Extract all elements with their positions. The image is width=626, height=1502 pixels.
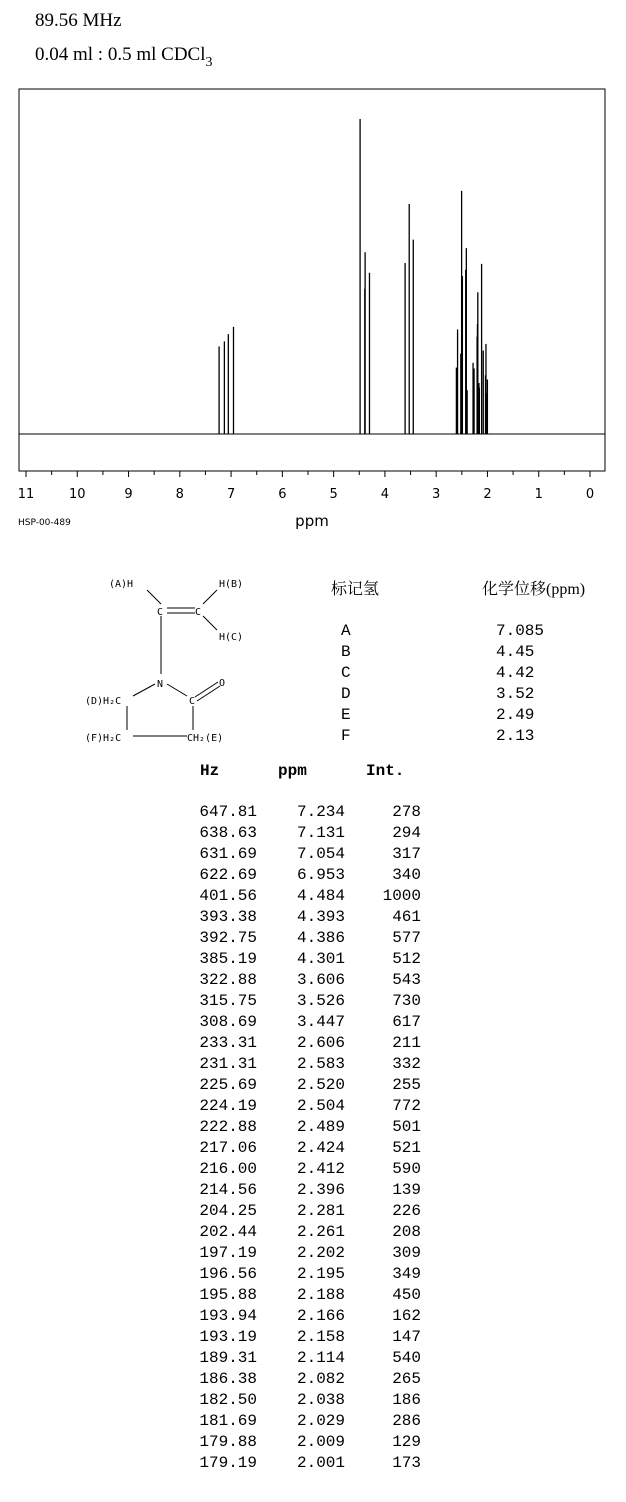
peak-ppm: 2.009 bbox=[296, 1433, 345, 1451]
peak-hz: 393.38 bbox=[199, 908, 257, 926]
peak-int: 772 bbox=[392, 1097, 421, 1115]
assignment-shift: 4.42 bbox=[496, 664, 535, 682]
peak-ppm: 2.038 bbox=[296, 1391, 345, 1409]
assignment-label: A bbox=[341, 622, 351, 640]
assignment-label: E bbox=[341, 706, 351, 724]
peak-int: 278 bbox=[392, 803, 421, 821]
x-axis-ticks bbox=[18, 471, 594, 502]
peak-hz: 392.75 bbox=[199, 929, 257, 947]
solvent-text: 0.04 ml : 0.5 ml CDCl bbox=[35, 44, 206, 65]
x-tick-label: 8 bbox=[175, 487, 184, 502]
peak-hz: 224.19 bbox=[199, 1097, 257, 1115]
peak-int: 521 bbox=[392, 1139, 421, 1157]
peak-ppm: 7.131 bbox=[296, 824, 345, 842]
peak-ppm: 3.526 bbox=[296, 992, 345, 1010]
peak-hz: 308.69 bbox=[199, 1013, 257, 1031]
atom-label: H(B) bbox=[219, 579, 244, 590]
peak-hz: 322.88 bbox=[199, 971, 257, 989]
x-axis-label: ppm bbox=[295, 512, 329, 530]
atom-label: N bbox=[157, 679, 164, 690]
plot-frame bbox=[19, 89, 605, 471]
peak-int: 255 bbox=[392, 1076, 421, 1094]
peak-hz: 631.69 bbox=[199, 845, 257, 863]
peak-int: 540 bbox=[392, 1349, 421, 1367]
atom-label: (D)H₂C bbox=[85, 696, 122, 707]
x-tick-label: 10 bbox=[68, 487, 86, 502]
bond bbox=[203, 616, 217, 630]
peak-hz: 233.31 bbox=[199, 1034, 257, 1052]
assignment-label: C bbox=[341, 664, 351, 682]
peak-ppm: 2.029 bbox=[296, 1412, 345, 1430]
peak-int: 294 bbox=[392, 824, 421, 842]
x-tick-label: 5 bbox=[329, 487, 338, 502]
peak-ppm: 2.396 bbox=[296, 1181, 345, 1199]
peak-int: 226 bbox=[392, 1202, 421, 1220]
col-header-hz: Hz bbox=[200, 762, 220, 780]
assignment-shift: 2.13 bbox=[496, 727, 535, 745]
peak-hz: 401.56 bbox=[199, 887, 257, 905]
col-header-int: Int. bbox=[366, 762, 405, 780]
spectrometer-frequency: 89.56 MHz bbox=[35, 10, 122, 31]
peak-hz: 216.00 bbox=[199, 1160, 257, 1178]
assignment-shift: 3.52 bbox=[496, 685, 535, 703]
peak-ppm: 3.606 bbox=[296, 971, 345, 989]
assignment-label: F bbox=[341, 727, 351, 745]
x-tick-label: 9 bbox=[124, 487, 133, 502]
x-tick-label: 1 bbox=[534, 487, 543, 502]
peak-ppm: 4.393 bbox=[296, 908, 345, 926]
bond bbox=[167, 684, 187, 696]
peak-hz: 202.44 bbox=[199, 1223, 257, 1241]
peak-hz: 222.88 bbox=[199, 1118, 257, 1136]
atom-label: (A)H bbox=[109, 579, 134, 590]
peak-int: 186 bbox=[392, 1391, 421, 1409]
peak-hz: 622.69 bbox=[199, 866, 257, 884]
peak-ppm: 2.606 bbox=[296, 1034, 345, 1052]
peak-int: 139 bbox=[392, 1181, 421, 1199]
peak-int: 1000 bbox=[382, 887, 421, 905]
atom-label: C bbox=[195, 607, 202, 618]
bond bbox=[133, 684, 155, 696]
peak-ppm: 2.158 bbox=[296, 1328, 345, 1346]
peak-hz: 179.19 bbox=[199, 1454, 257, 1472]
peak-ppm: 4.386 bbox=[296, 929, 345, 947]
x-tick-label: 4 bbox=[380, 487, 390, 502]
peak-ppm: 7.054 bbox=[296, 845, 345, 863]
x-tick-label: 3 bbox=[432, 487, 441, 502]
peak-int: 512 bbox=[392, 950, 421, 968]
assignment-shift: 2.49 bbox=[496, 706, 535, 724]
peak-int: 461 bbox=[392, 908, 421, 926]
peak-int: 265 bbox=[392, 1370, 421, 1388]
peak-int: 129 bbox=[392, 1433, 421, 1451]
peak-ppm: 2.281 bbox=[296, 1202, 345, 1220]
peak-int: 577 bbox=[392, 929, 421, 947]
peak-int: 332 bbox=[392, 1055, 421, 1073]
peak-ppm: 2.195 bbox=[296, 1265, 345, 1283]
x-tick-label: 0 bbox=[585, 487, 595, 502]
assignment-label: D bbox=[341, 685, 351, 703]
peak-int: 617 bbox=[392, 1013, 421, 1031]
peak-int: 730 bbox=[392, 992, 421, 1010]
assignment-shift: 4.45 bbox=[496, 643, 535, 661]
peak-int: 590 bbox=[392, 1160, 421, 1178]
peak-hz: 231.31 bbox=[199, 1055, 257, 1073]
atom-label: C bbox=[157, 607, 164, 618]
peak-hz: 195.88 bbox=[199, 1286, 257, 1304]
peak-hz: 179.88 bbox=[199, 1433, 257, 1451]
peak-hz: 193.94 bbox=[199, 1307, 257, 1325]
peak-hz: 214.56 bbox=[199, 1181, 257, 1199]
peak-hz: 181.69 bbox=[199, 1412, 257, 1430]
peak-int: 317 bbox=[392, 845, 421, 863]
peak-ppm: 2.188 bbox=[296, 1286, 345, 1304]
peak-ppm: 2.166 bbox=[296, 1307, 345, 1325]
peak-ppm: 7.234 bbox=[296, 803, 345, 821]
atom-label: O bbox=[219, 678, 226, 689]
spectrum-code: HSP-00-489 bbox=[18, 518, 71, 528]
assignment-header-shift: 化学位移(ppm) bbox=[482, 581, 586, 598]
x-tick-label: 2 bbox=[483, 487, 492, 502]
peak-ppm: 2.489 bbox=[296, 1118, 345, 1136]
peak-ppm: 2.082 bbox=[296, 1370, 345, 1388]
atom-label: H(C) bbox=[219, 632, 244, 643]
assignment-header-label: 标记氢 bbox=[331, 581, 380, 598]
peak-ppm: 4.301 bbox=[296, 950, 345, 968]
peak-hz: 647.81 bbox=[199, 803, 257, 821]
peak-int: 208 bbox=[392, 1223, 421, 1241]
peak-ppm: 6.953 bbox=[296, 866, 345, 884]
peaks-layer bbox=[219, 119, 487, 434]
bond bbox=[147, 590, 161, 604]
peak-int: 543 bbox=[392, 971, 421, 989]
peak-ppm: 2.424 bbox=[296, 1139, 345, 1157]
atom-label: CH₂(E) bbox=[187, 733, 224, 744]
molecule-structure bbox=[75, 570, 275, 750]
peak-int: 173 bbox=[392, 1454, 421, 1472]
peak-int: 309 bbox=[392, 1244, 421, 1262]
solvent-subscript: 3 bbox=[205, 55, 213, 70]
peak-hz: 638.63 bbox=[199, 824, 257, 842]
peak-ppm: 2.001 bbox=[296, 1454, 345, 1472]
peak-ppm: 2.114 bbox=[296, 1349, 345, 1367]
peak-hz: 193.19 bbox=[199, 1328, 257, 1346]
nmr-spectrum-chart bbox=[0, 0, 626, 540]
peak-int: 286 bbox=[392, 1412, 421, 1430]
bond bbox=[203, 590, 217, 604]
x-tick-label: 7 bbox=[226, 487, 236, 502]
peak-hz: 189.31 bbox=[199, 1349, 257, 1367]
assignment-shift: 7.085 bbox=[496, 622, 545, 640]
peak-ppm: 2.504 bbox=[296, 1097, 345, 1115]
peak-int: 450 bbox=[392, 1286, 421, 1304]
peak-int: 340 bbox=[392, 866, 421, 884]
peak-hz: 182.50 bbox=[199, 1391, 257, 1409]
peak-hz: 225.69 bbox=[199, 1076, 257, 1094]
peak-ppm: 2.412 bbox=[296, 1160, 345, 1178]
peak-int: 501 bbox=[392, 1118, 421, 1136]
peak-hz: 204.25 bbox=[199, 1202, 257, 1220]
peak-ppm: 2.202 bbox=[296, 1244, 345, 1262]
assignment-label: B bbox=[341, 643, 351, 661]
atom-label: (F)H₂C bbox=[85, 733, 122, 744]
peak-ppm: 3.447 bbox=[296, 1013, 345, 1031]
x-tick-label: 11 bbox=[17, 487, 35, 502]
peak-hz: 217.06 bbox=[199, 1139, 257, 1157]
peak-ppm: 2.261 bbox=[296, 1223, 345, 1241]
peak-hz: 196.56 bbox=[199, 1265, 257, 1283]
peak-ppm: 2.583 bbox=[296, 1055, 345, 1073]
x-tick-label: 6 bbox=[278, 487, 287, 502]
peak-hz: 315.75 bbox=[199, 992, 257, 1010]
peak-int: 349 bbox=[392, 1265, 421, 1283]
col-header-ppm: ppm bbox=[278, 762, 307, 780]
peak-int: 211 bbox=[392, 1034, 421, 1052]
peak-hz: 197.19 bbox=[199, 1244, 257, 1262]
peak-int: 162 bbox=[392, 1307, 421, 1325]
atom-label: C bbox=[189, 696, 196, 707]
peak-hz: 186.38 bbox=[199, 1370, 257, 1388]
peak-ppm: 2.520 bbox=[296, 1076, 345, 1094]
peak-hz: 385.19 bbox=[199, 950, 257, 968]
peak-ppm: 4.484 bbox=[296, 887, 345, 905]
peak-int: 147 bbox=[392, 1328, 421, 1346]
